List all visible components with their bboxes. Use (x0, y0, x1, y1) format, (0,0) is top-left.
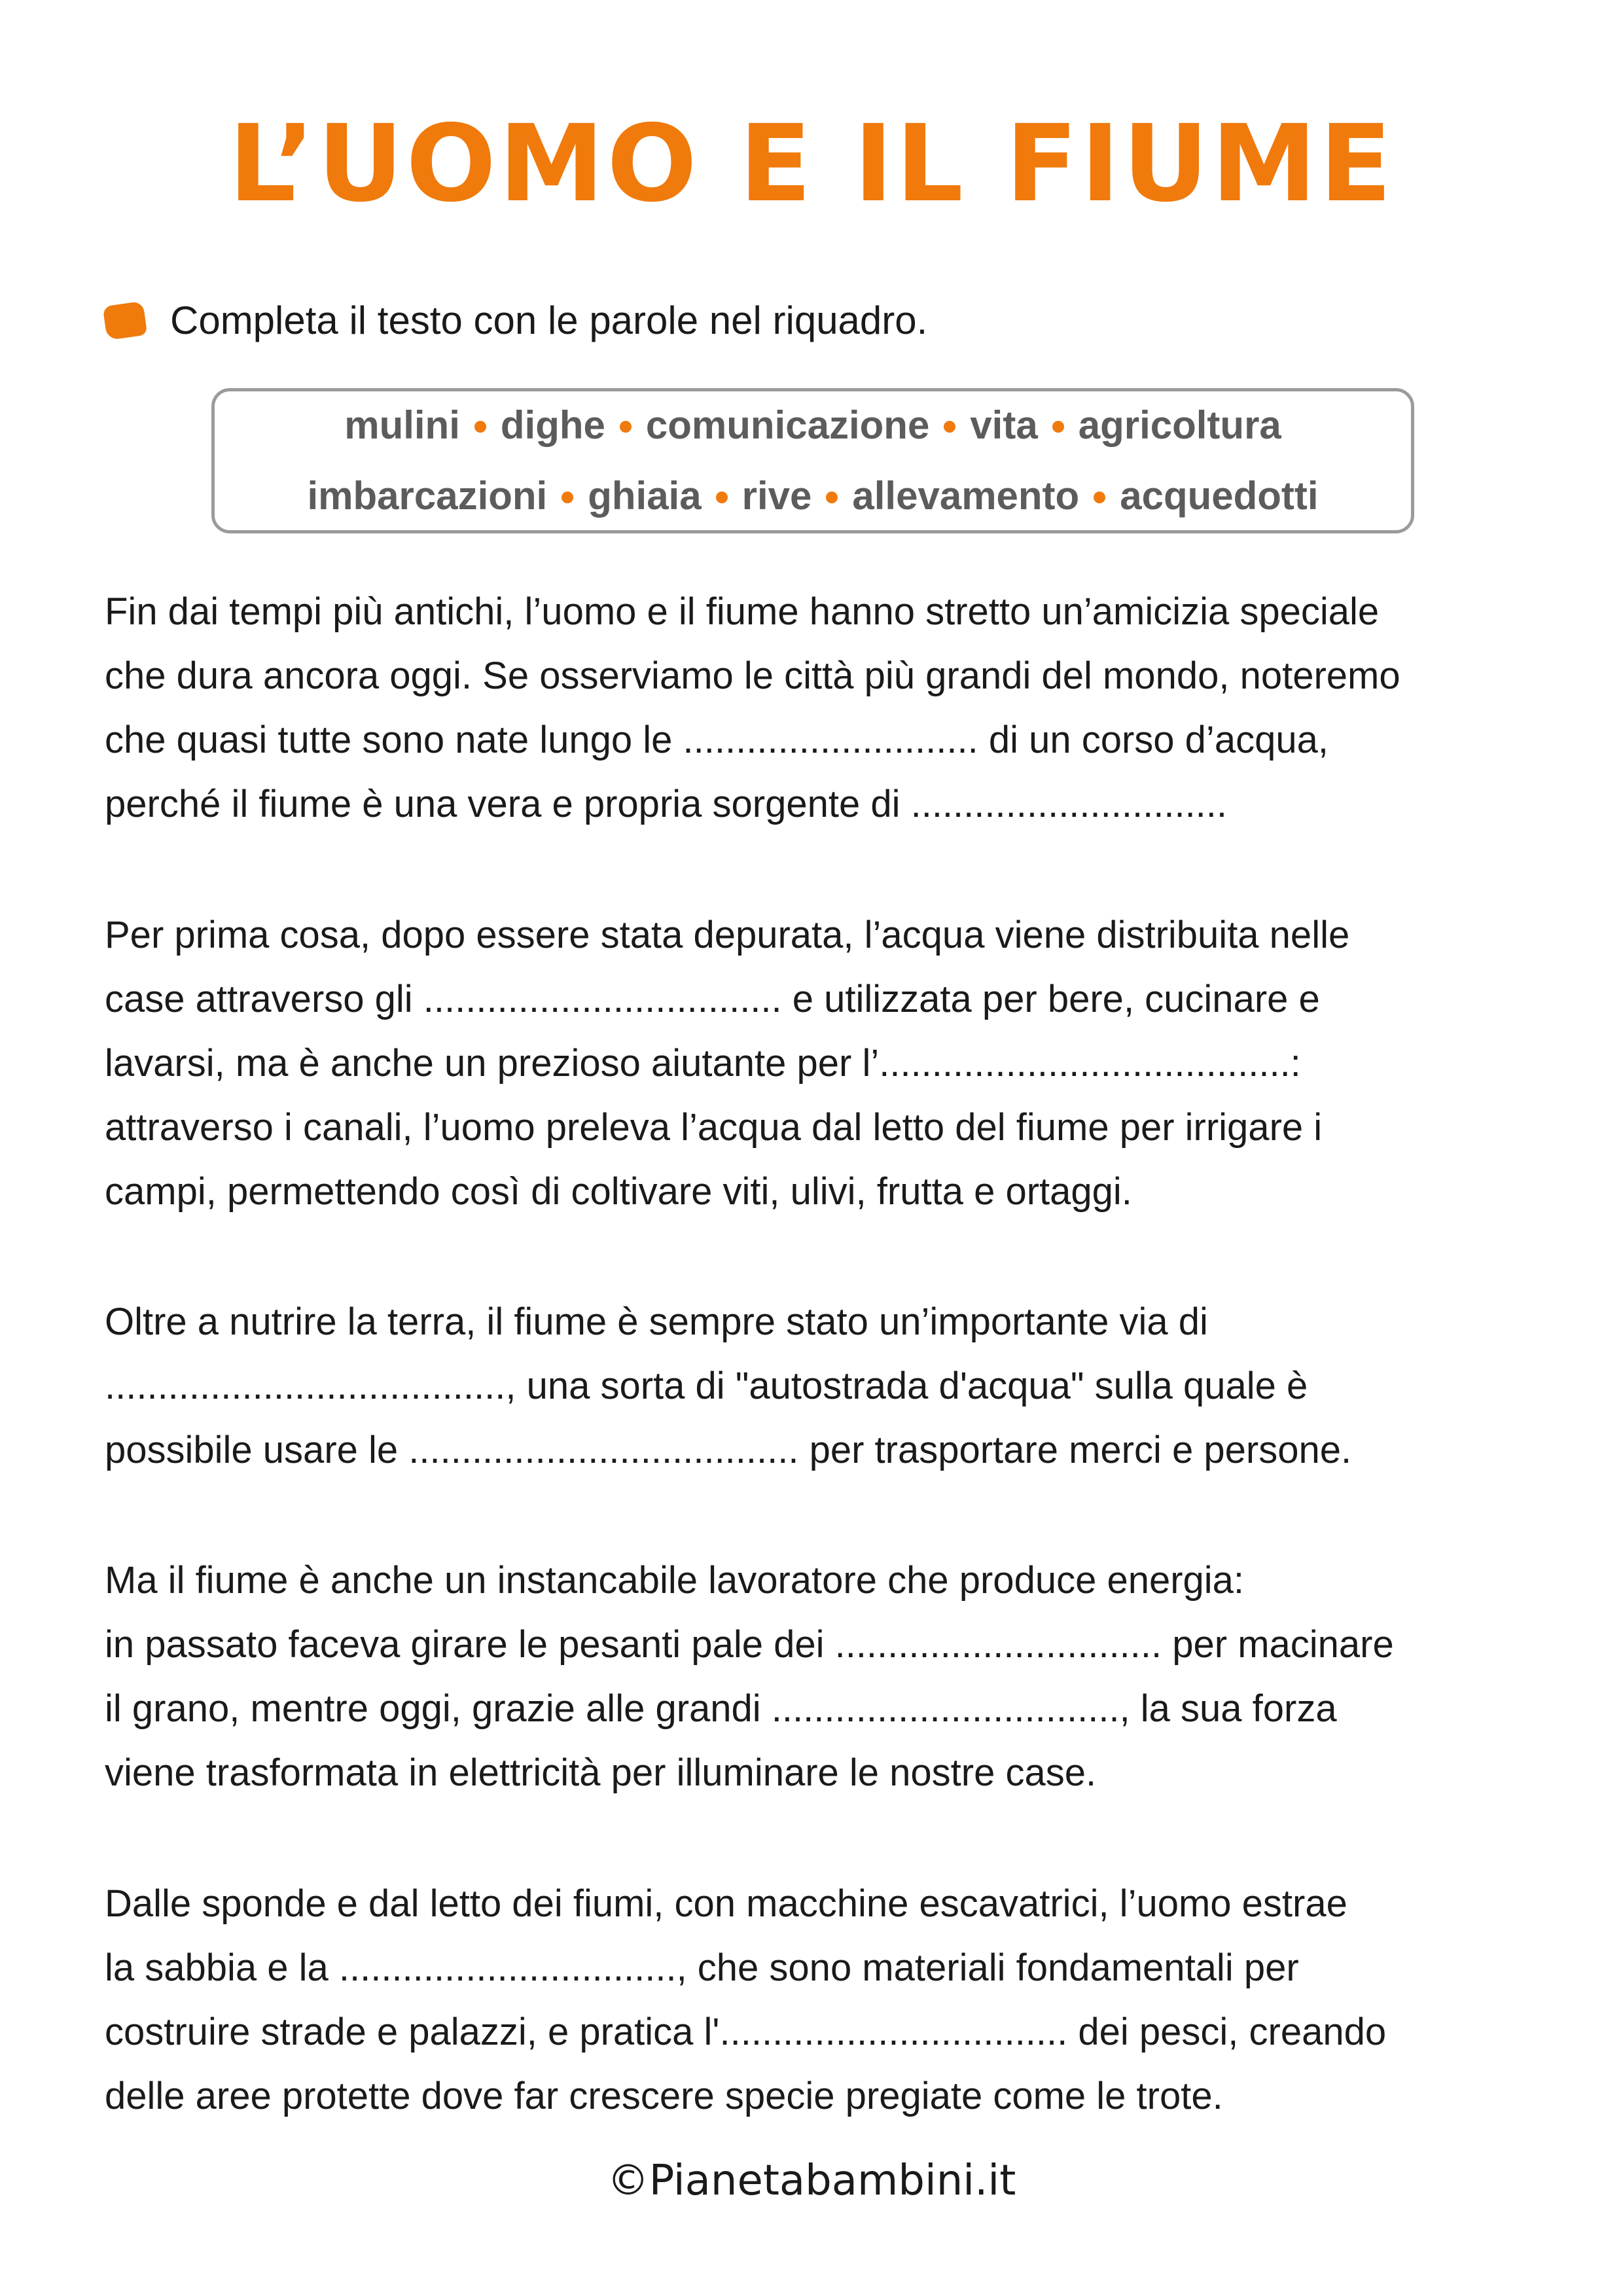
word-bank-word: mulini (344, 403, 460, 447)
bullet-dot-icon (1052, 421, 1064, 433)
bullet-dot-icon (474, 421, 486, 433)
word-bank-word: dighe (500, 403, 605, 447)
word-bank-word: rive (741, 474, 812, 518)
footer-copyright: ©Pianetabambini.it (607, 2157, 1016, 2205)
paragraph-text: Dalle sponde e dal letto dei fiumi, con macchine escavatrici, l’uomo estrae la sabbia e la ................................, che sono materiali fondamentali per costruire strade e palazzi, e pratica l'................................. dei pesci, creando delle aree protette dove far crescere specie pregiate come le trote. (105, 1882, 1387, 2117)
bullet-dot-icon (944, 421, 955, 433)
instruction-text: Completa il testo con le parole nel riquadro. (170, 298, 928, 342)
paragraph-4 (105, 1549, 1531, 1805)
bullet-dot-icon (620, 421, 632, 433)
instruction (105, 298, 927, 343)
word-bank-word: allevamento (852, 474, 1080, 518)
word-bank-word: acquedotti (1120, 474, 1319, 518)
bullet-dot-icon (826, 492, 838, 503)
word-bank-word: comunicazione (645, 403, 930, 447)
orange-marker-icon (103, 300, 148, 340)
bullet-dot-icon (562, 492, 573, 503)
paragraph-text: Fin dai tempi più antichi, l’uomo e il fiume hanno stretto un’amicizia speciale che dura ancora oggi. Se osserviamo le città più grandi del mondo, noteremo che quasi tutte sono nate lungo le ............................ di un corso d’acqua, perché il fiume è una vera e propria sorgente di .............................. (105, 590, 1400, 825)
paragraph-3 (105, 1290, 1531, 1482)
bullet-dot-icon (716, 492, 728, 503)
paragraph-text: Ma il fiume è anche un instancabile lavoratore che produce energia: in passato faceva girare le pesanti pale dei ............................... per macinare il grano, mentre oggi, grazie alle grandi ................................., la sua forza viene trasformata in elettricità per illuminare le nostre case. (105, 1559, 1394, 1794)
paragraph-2 (105, 903, 1531, 1224)
paragraph-text: Per prima cosa, dopo essere stata depurata, l’acqua viene distribuita nelle case attraverso gli .................................. e utilizzata per bere, cucinare e lavarsi, ma è anche un prezioso aiutante per l’.......................................: attraverso i canali, l’uomo preleva l’acqua dal letto del fiume per irrigare i campi, permettendo così di coltivare viti, ulivi, frutta e ortaggi. (105, 914, 1350, 1213)
word-bank-row-2 (307, 461, 1318, 531)
word-bank-word: ghiaia (588, 474, 702, 518)
word-bank-word: agricoltura (1078, 403, 1281, 447)
paragraph-text: Oltre a nutrire la terra, il fiume è sempre stato un’importante via di ......................................, una sorta di "autostrada d'acqua" sulla quale è possibile usare le ..................................... per trasportare merci e persone. (105, 1300, 1352, 1471)
bullet-dot-icon (1094, 492, 1105, 503)
word-bank-word: imbarcazioni (307, 474, 548, 518)
word-bank-row-1 (344, 390, 1281, 461)
page-title: L’UOMO E IL FIUME (228, 103, 1395, 226)
paragraph-5 (105, 1872, 1531, 2128)
word-bank-box (211, 388, 1414, 533)
paragraph-1 (105, 580, 1531, 836)
word-bank-word: vita (970, 403, 1038, 447)
